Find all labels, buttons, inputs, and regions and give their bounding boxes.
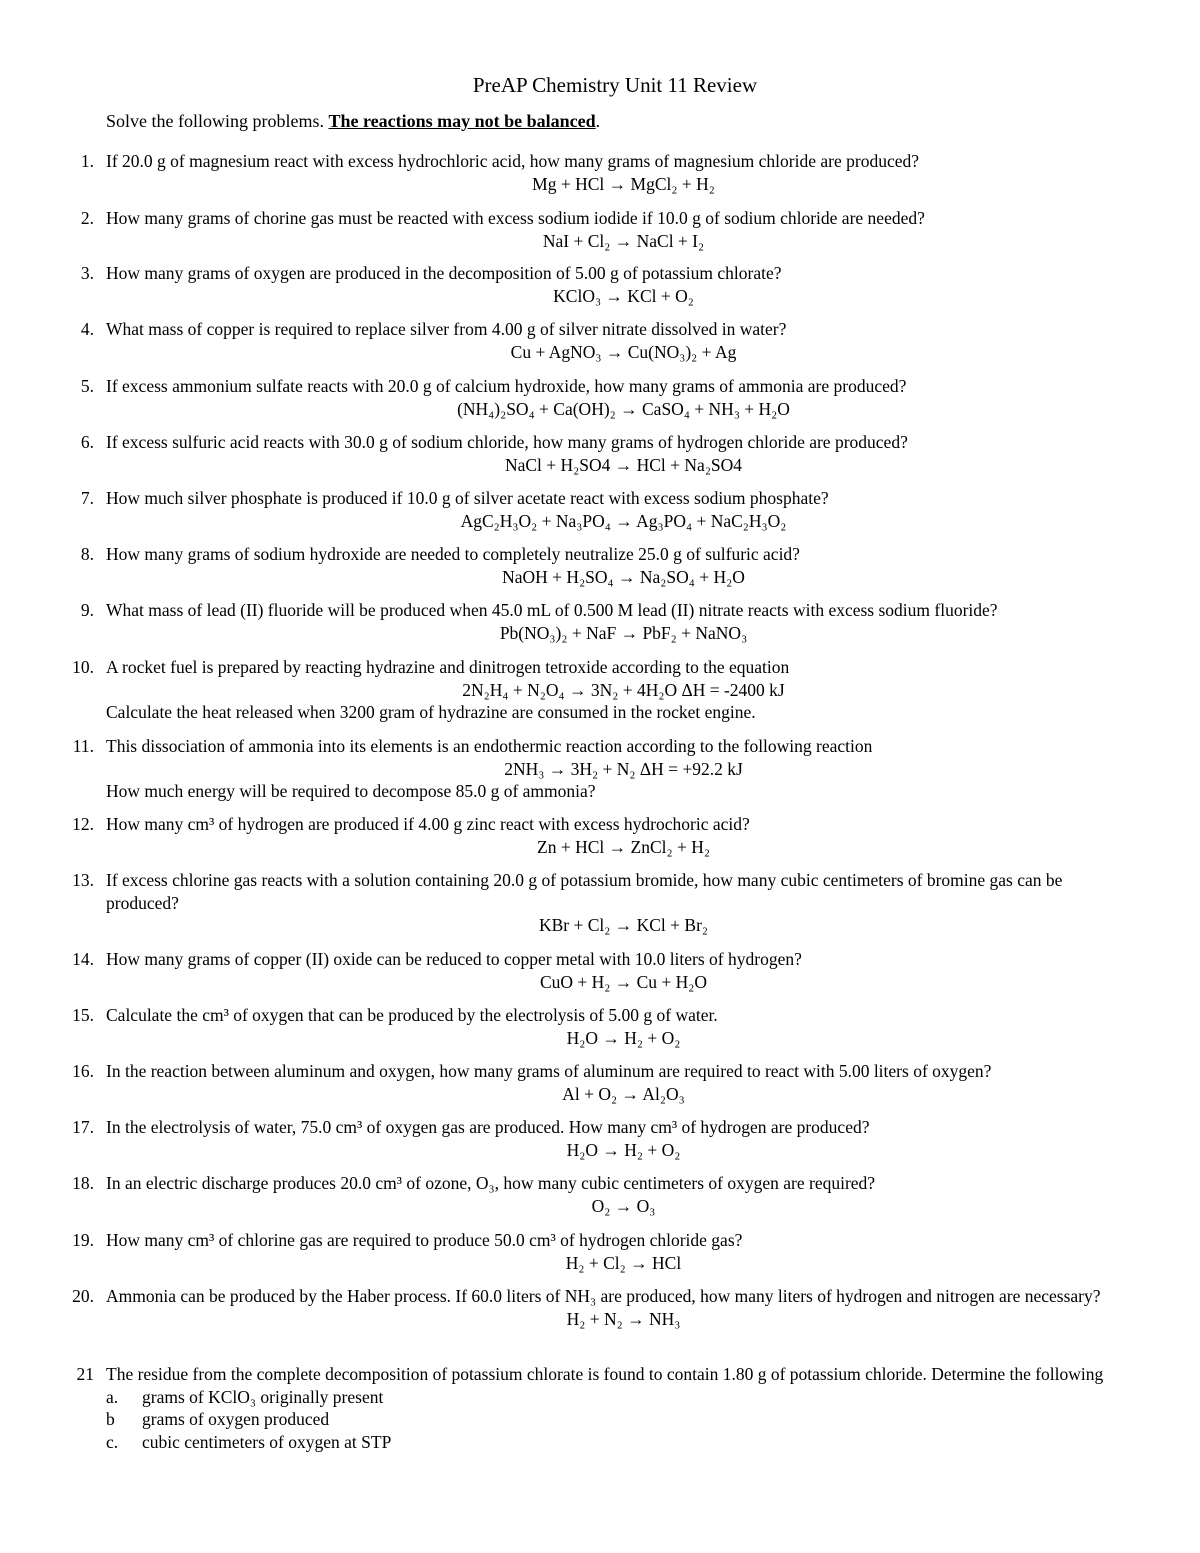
problem-question: How much energy will be required to decompose 85.0 g of ammonia? bbox=[106, 781, 596, 801]
instructions-period: . bbox=[595, 111, 601, 131]
reaction-equation: H₂O → H₂ + O₂ bbox=[566, 1139, 681, 1160]
instructions-emphasis: The reactions may not be balanced bbox=[328, 111, 596, 131]
problem-text: In the electrolysis of water, 75.0 cm³ of oxygen gas are produced. How many cm³ of hydrogen are produced? bbox=[106, 1117, 870, 1137]
reaction-equation: Pb(NO₃)₂ + NaF → PbF₂ + NaNO₃ bbox=[499, 622, 748, 643]
instructions bbox=[106, 108, 600, 134]
problem-text: If excess chlorine gas reacts with a solution containing 20.0 g of potassium bromide, how many cubic centimeters of bromine gas can be produced? bbox=[106, 870, 1063, 913]
problem-number: 13. bbox=[72, 870, 94, 890]
reaction-equation: CuO + H₂ → Cu + H₂O bbox=[539, 971, 708, 992]
problem-number: 17. bbox=[72, 1117, 94, 1137]
reaction-equation: H₂ + Cl₂ → HCl bbox=[565, 1252, 682, 1273]
problem-number: 20. bbox=[72, 1286, 94, 1306]
problem-number: 16. bbox=[72, 1061, 94, 1081]
problem-number: 21 bbox=[76, 1364, 94, 1384]
problem-number: 8. bbox=[80, 544, 94, 564]
sub-question-b bbox=[106, 1408, 1136, 1431]
problem-text: How many grams of oxygen are produced in the decomposition of 5.00 g of potassium chlorate? bbox=[106, 263, 782, 283]
problem-text: How many grams of copper (II) oxide can be reduced to copper metal with 10.0 liters of hydrogen? bbox=[106, 949, 802, 969]
reaction-equation: 2NH₃ → 3H₂ + N₂ ΔH = +92.2 kJ bbox=[504, 758, 743, 779]
reaction-equation: O₂ → O₃ bbox=[591, 1195, 656, 1216]
problem-text: If excess ammonium sulfate reacts with 20.0 g of calcium hydroxide, how many grams of ammonia are produced? bbox=[106, 376, 907, 396]
sub-question-text: cubic centimeters of oxygen at STP bbox=[142, 1431, 392, 1452]
page-title: PreAP Chemistry Unit 11 Review bbox=[472, 73, 758, 97]
problem-number: 3. bbox=[80, 263, 94, 283]
reaction-equation: KClO₃ → KCl + O₂ bbox=[553, 285, 694, 306]
sub-question-text: grams of oxygen produced bbox=[142, 1409, 330, 1429]
problem-text: How many cm³ of chlorine gas are required to produce 50.0 cm³ of hydrogen chloride gas? bbox=[106, 1230, 743, 1250]
problem-number: 19. bbox=[72, 1230, 94, 1250]
sub-question-letter: b bbox=[106, 1409, 115, 1429]
problem-number: 15. bbox=[72, 1005, 94, 1025]
reaction-equation: KBr + Cl₂ → KCl + Br₂ bbox=[538, 915, 709, 935]
problem-text: In an electric discharge produces 20.0 cm³ of ozone, O₃, how many cubic centimeters of oxygen are required? bbox=[106, 1173, 876, 1193]
problem-text: The residue from the complete decomposition of potassium chlorate is found to contain 1.80 g of potassium chloride. Determine the following bbox=[106, 1364, 1104, 1384]
problem-number: 10. bbox=[72, 657, 94, 677]
problem-text: What mass of lead (II) fluoride will be produced when 45.0 mL of 0.500 M lead (II) nitrate reacts with excess sodium fluoride? bbox=[106, 600, 998, 620]
problem-text: How many grams of chorine gas must be reacted with excess sodium iodide if 10.0 g of sodium chloride are needed? bbox=[106, 208, 925, 228]
reaction-equation: NaOH + H₂SO₄ → Na₂SO₄ + H₂O bbox=[502, 566, 745, 587]
problem-number: 2. bbox=[80, 208, 94, 228]
problem-number: 14. bbox=[72, 949, 94, 969]
problem-number: 9. bbox=[80, 600, 94, 620]
reaction-equation: H₂ + N₂ → NH₃ bbox=[566, 1308, 681, 1329]
reaction-equation: 2N₂H₄ + N₂O₄ → 3N₂ + 4H₂O ΔH = -2400 kJ bbox=[462, 679, 785, 700]
problem-text: If excess sulfuric acid reacts with 30.0 g of sodium chloride, how many grams of hydrogen chloride are produced? bbox=[106, 432, 908, 452]
reaction-equation: Mg + HCl → MgCl₂ + H₂ bbox=[532, 173, 715, 194]
reaction-equation: H₂O → H₂ + O₂ bbox=[566, 1027, 681, 1048]
problem-number: 18. bbox=[72, 1173, 94, 1193]
problem-text: How many cm³ of hydrogen are produced if 4.00 g zinc react with excess hydrochoric acid? bbox=[106, 814, 750, 834]
reaction-equation: NaI + Cl₂ → NaCl + I₂ bbox=[542, 230, 705, 251]
sub-question-c bbox=[106, 1431, 1136, 1454]
sub-question-letter: c. bbox=[106, 1431, 119, 1452]
reaction-equation: AgC₂H₃O₂ + Na₃PO₄ → Ag₃PO₄ + NaC₂H₃O₂ bbox=[460, 510, 787, 531]
reaction-equation: Zn + HCl → ZnCl₂ + H₂ bbox=[537, 836, 710, 857]
problem-number: 11. bbox=[72, 736, 94, 756]
problem-text: If 20.0 g of magnesium react with excess hydrochloric acid, how many grams of magnesium chloride are produced? bbox=[106, 151, 919, 171]
problem-text: A rocket fuel is prepared by reacting hydrazine and dinitrogen tetroxide according to the equation bbox=[106, 657, 790, 677]
sub-question-letter: a. bbox=[106, 1386, 119, 1407]
problem-text: How many grams of sodium hydroxide are needed to completely neutralize 25.0 g of sulfuric acid? bbox=[106, 544, 800, 564]
problem-text: What mass of copper is required to replace silver from 4.00 g of silver nitrate dissolved in water? bbox=[106, 319, 787, 339]
problem-number: 12. bbox=[72, 814, 94, 834]
problem-text: This dissociation of ammonia into its elements is an endothermic reaction according to the following reaction bbox=[106, 736, 873, 756]
problem-number: 7. bbox=[80, 488, 94, 508]
reaction-equation: (NH₄)₂SO₄ + Ca(OH)₂ → CaSO₄ + NH₃ + H₂O bbox=[457, 398, 790, 419]
sub-question-a bbox=[106, 1386, 1136, 1409]
sub-question-text: grams of KClO₃ originally present bbox=[142, 1386, 384, 1407]
instructions-text: Solve the following problems. bbox=[106, 111, 329, 131]
problem-number: 6. bbox=[80, 432, 94, 452]
problem-text: How much silver phosphate is produced if 10.0 g of silver acetate react with excess sodium phosphate? bbox=[106, 488, 829, 508]
reaction-equation: Cu + AgNO₃ → Cu(NO₃)₂ + Ag bbox=[510, 341, 737, 362]
problem-text: In the reaction between aluminum and oxygen, how many grams of aluminum are required to react with 5.00 liters of oxygen? bbox=[106, 1061, 992, 1081]
problem-question: Calculate the heat released when 3200 gram of hydrazine are consumed in the rocket engine. bbox=[106, 702, 756, 722]
problem-number: 5. bbox=[80, 376, 94, 396]
problem-text: Calculate the cm³ of oxygen that can be produced by the electrolysis of 5.00 g of water. bbox=[106, 1005, 718, 1025]
problem-number: 4. bbox=[80, 319, 94, 339]
reaction-equation: Al + O₂ → Al₂O₃ bbox=[562, 1083, 685, 1104]
problem-number: 1. bbox=[80, 151, 94, 171]
problem-text: Ammonia can be produced by the Haber process. If 60.0 liters of NH₃ are produced, how many liters of hydrogen and nitrogen are necessary? bbox=[106, 1286, 1101, 1306]
reaction-equation: NaCl + H₂SO4 → HCl + Na₂SO4 bbox=[504, 454, 743, 475]
